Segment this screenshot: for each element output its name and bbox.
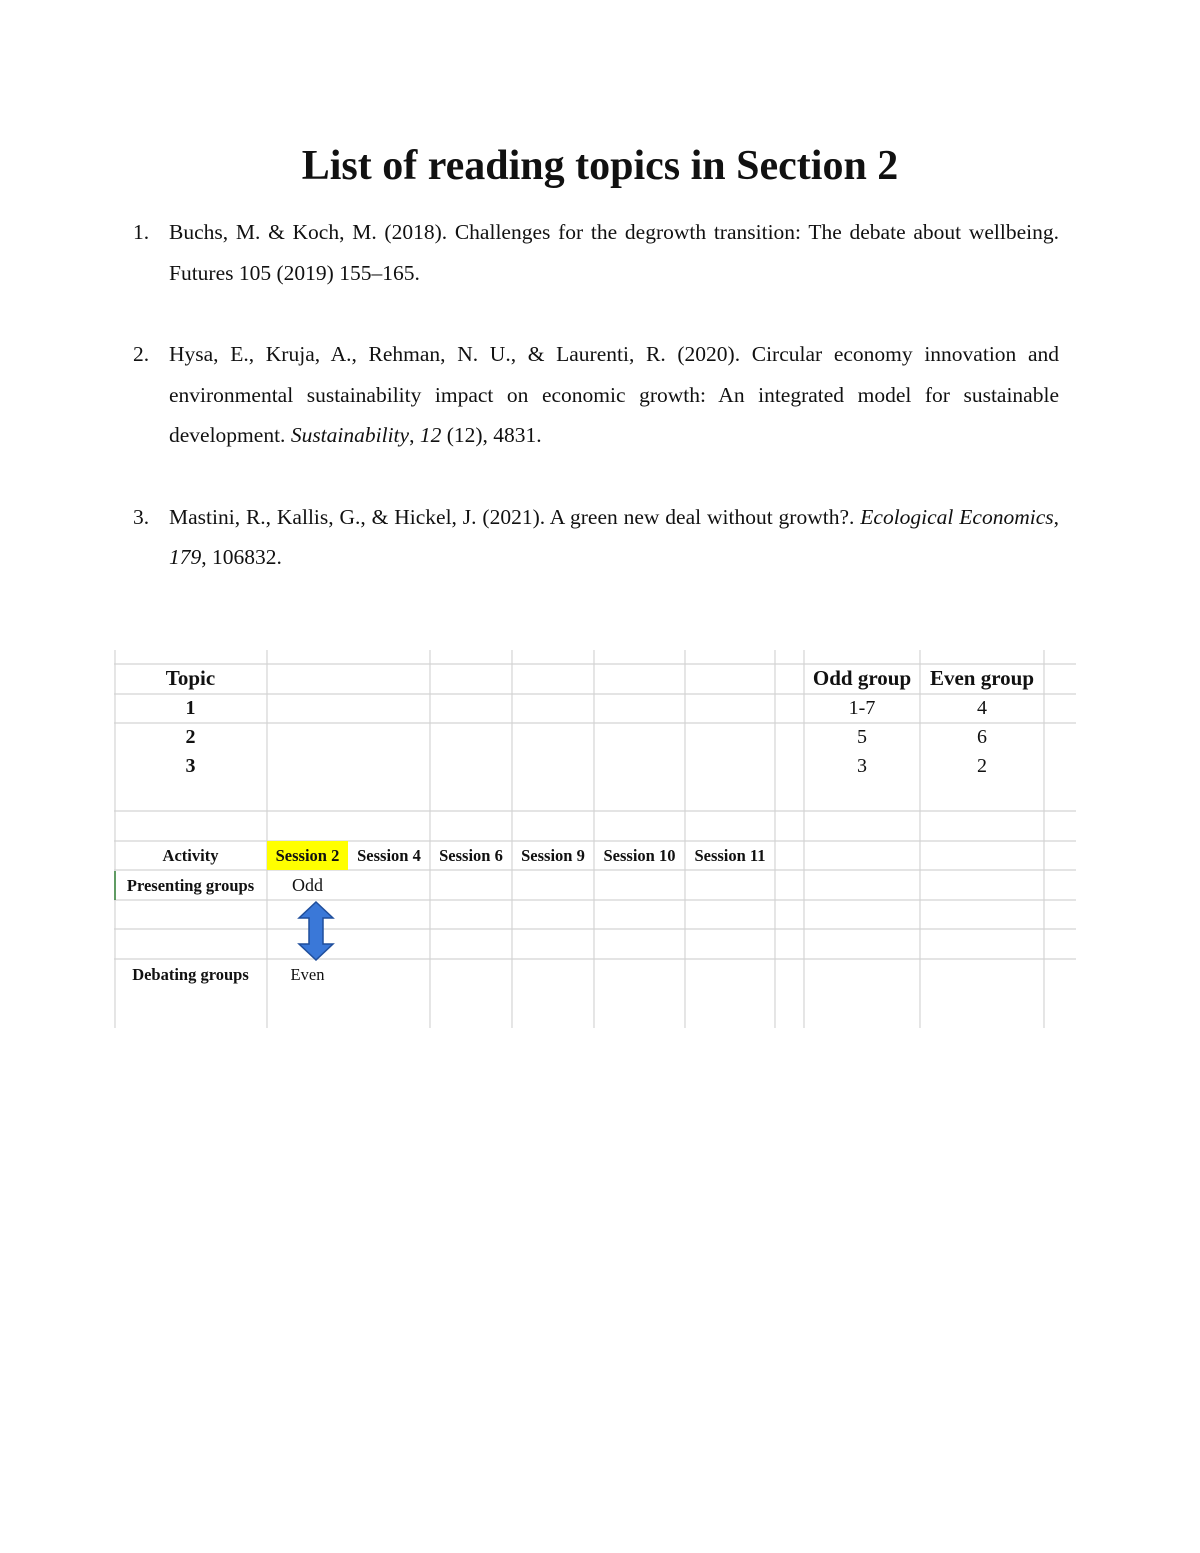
reference-segment: Buchs, M. & Koch, M. (2018). Challenges for the degrowth transition: The debate about wellbeing. Futures 105 (2019) 155–165.: [169, 220, 1059, 285]
reference-item: [133, 334, 1059, 456]
even-group-value: 6: [977, 726, 987, 748]
session-header: Session 9: [521, 846, 585, 865]
reference-list: [133, 212, 1059, 619]
topic-number: 3: [185, 755, 196, 777]
reference-number: 3.: [133, 504, 150, 529]
topic-number: 1: [185, 697, 196, 719]
session-header: Session 2: [275, 846, 340, 865]
session-header: Session 10: [603, 846, 676, 865]
reference-text: [169, 212, 1059, 293]
topic-header: Topic: [165, 666, 216, 690]
reference-segment: Mastini, R., Kallis, G., & Hickel, J. (2021). A green new deal without growth?.: [169, 504, 861, 529]
reference-segment: Hysa, E., Kruja, A., Rehman, N. U., & Laurenti, R. (2020). Circular economy innovation and environmental sustainability impact on economic growth: An integrated model for sustainable development.: [169, 342, 1059, 447]
volume-number: 12: [419, 423, 442, 447]
reference-item: [133, 212, 1059, 293]
reference-segment: ,: [409, 423, 420, 447]
topic-number: 2: [185, 726, 196, 748]
reference-number: 2.: [133, 342, 150, 366]
session-header: Session 11: [694, 846, 766, 865]
session-header: Session 4: [357, 846, 421, 865]
even-group-value: 2: [977, 755, 987, 777]
reference-number: 1.: [133, 220, 150, 244]
even-group-value: 4: [977, 697, 987, 719]
odd-group-value: 5: [857, 726, 867, 748]
odd-group-value: 3: [857, 755, 867, 777]
odd-group-value: 1-7: [848, 697, 876, 719]
page-title: List of reading topics in Section 2: [301, 143, 899, 189]
reference-segment: , 106832.: [201, 545, 282, 569]
activity-label: Activity: [162, 846, 219, 865]
presenting-group-value: Odd: [292, 875, 323, 895]
session-header: Session 6: [439, 846, 503, 865]
presenting-groups-label: Presenting groups: [126, 876, 255, 895]
reference-segment: (12), 4831.: [441, 423, 542, 447]
journal-name: Sustainability: [290, 423, 410, 447]
schedule-spreadsheet: [114, 650, 1076, 1028]
reference-segment: ,: [1053, 504, 1059, 529]
journal-name: Ecological Economics: [860, 504, 1054, 529]
debating-group-value: Even: [290, 965, 325, 984]
even-group-header: Even group: [929, 666, 1035, 690]
reference-item: [133, 497, 1059, 578]
debating-groups-label: Debating groups: [132, 965, 249, 984]
double-arrow-vertical-icon: [296, 901, 336, 961]
odd-group-header: Odd group: [812, 666, 912, 690]
volume-number: 179: [169, 545, 202, 569]
reference-text: [169, 497, 1059, 578]
reference-text: [169, 334, 1059, 456]
